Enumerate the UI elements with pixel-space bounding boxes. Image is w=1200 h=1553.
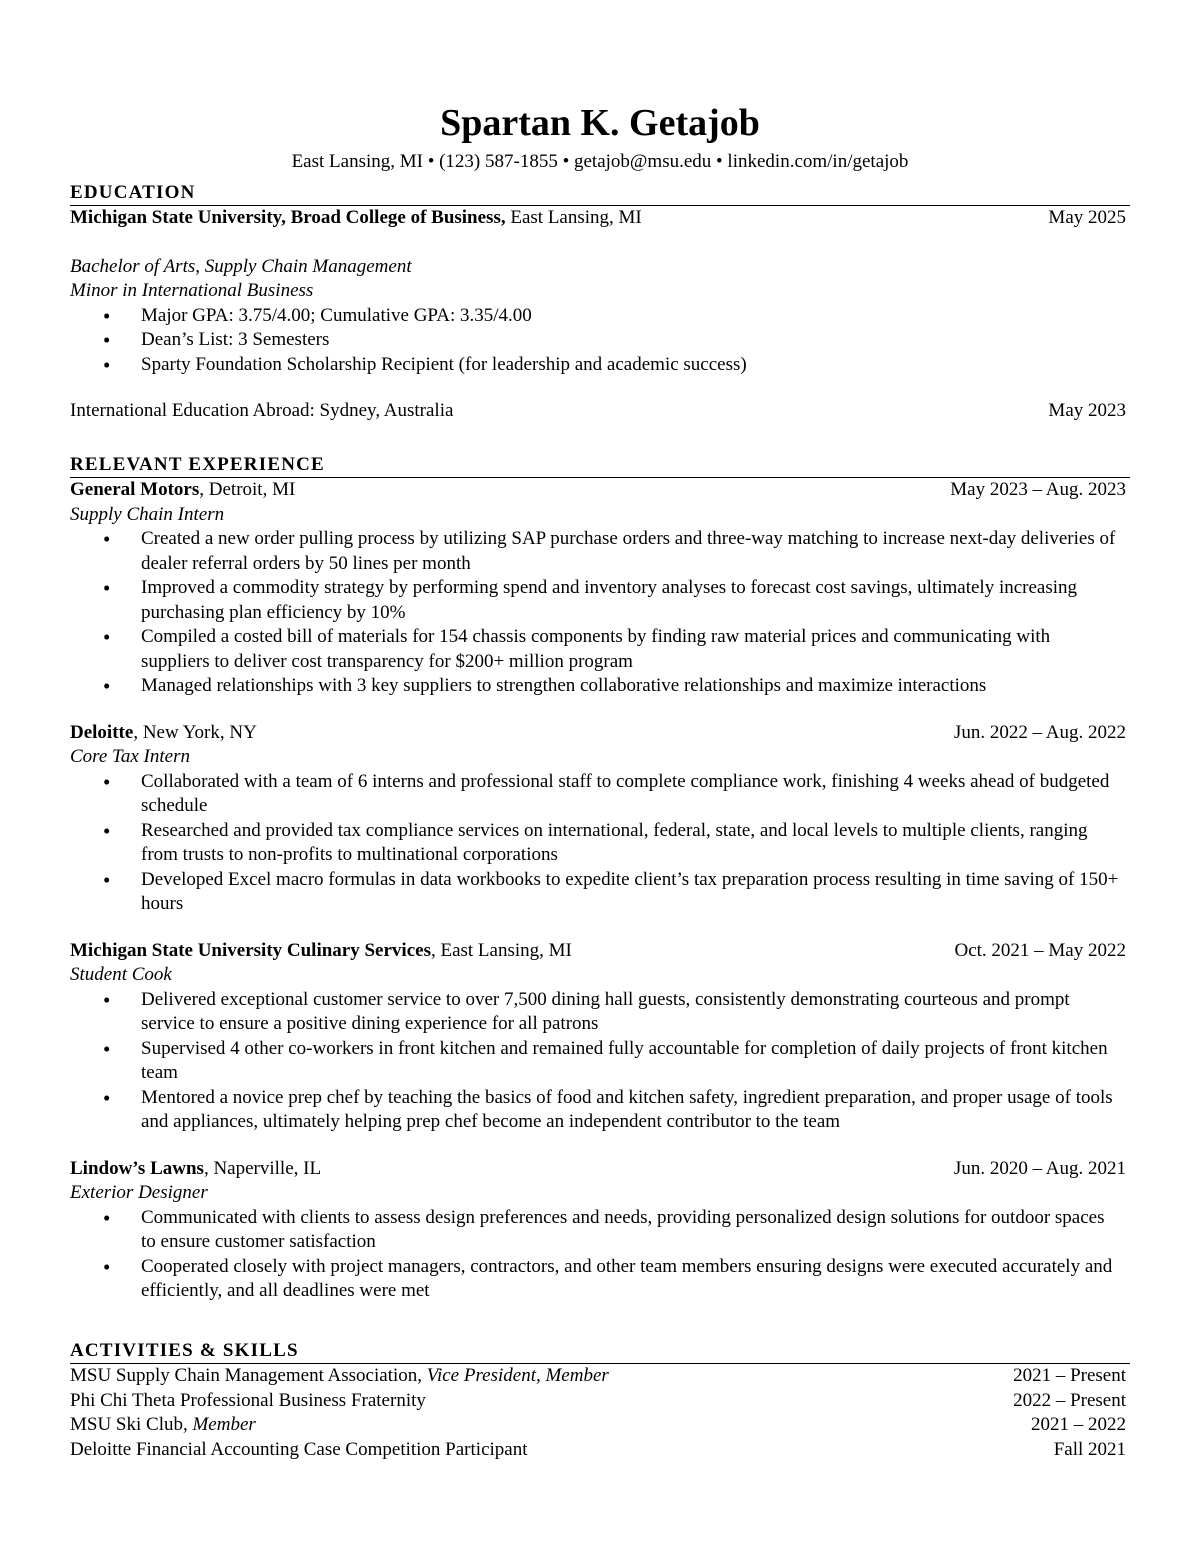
job-date: May 2023 – Aug. 2023: [950, 479, 1126, 500]
job-role: Exterior Designer: [70, 1182, 208, 1203]
spacer: [70, 1135, 1130, 1157]
job-bullets: [70, 1206, 1130, 1304]
activity-name: Phi Chi Theta Professional Business Fraternity: [70, 1389, 426, 1411]
list-item: • Compiled a costed bill of materials for 154 chassis components by finding raw material prices and communicating with suppliers to deliver cost transparency for $200+ million program: [70, 625, 1130, 674]
activity-role: Vice President, Member: [426, 1365, 609, 1386]
activity-row: [70, 1364, 1130, 1389]
section-title-experience: RELEVANT EXPERIENCE: [70, 454, 1130, 478]
education-section: [70, 182, 1130, 424]
list-item: • Communicated with clients to assess design preferences and needs, providing personalized design solutions for outdoor spaces to ensure customer satisfaction: [70, 1206, 1130, 1255]
job-org: Michigan State University Culinary Services: [70, 939, 431, 961]
job-org: General Motors: [70, 479, 200, 500]
activity-row: [70, 1413, 1130, 1438]
list-item: • Researched and provided tax compliance services on international, federal, state, and local levels to multiple clients, ranging from trusts to non-profits to multinational corporations: [70, 819, 1130, 868]
job-location: , Detroit, MI: [199, 479, 296, 500]
activity-name: Deloitte Financial Accounting Case Competition Participant: [70, 1438, 528, 1460]
list-item: • Created a new order pulling process by utilizing SAP purchase orders and three-way matching to increase next-day deliveries of dealer referral orders by 50 lines per month: [70, 527, 1130, 576]
spacer: [70, 377, 1130, 399]
resume-header: [0, 100, 1200, 174]
activity-date: Fall 2021: [1053, 1438, 1126, 1460]
education-school-row: [70, 206, 1130, 231]
job-location: , New York, NY: [133, 721, 257, 743]
minor: Minor in International Business: [70, 280, 314, 301]
contact-line: East Lansing, MI • (123) 587-1855 • getajob@msu.edu • linkedin.com/in/getajob: [291, 151, 909, 172]
abroad-row: [70, 399, 1130, 424]
candidate-name: Spartan K. Getajob: [440, 102, 760, 144]
job-location: , East Lansing, MI: [430, 939, 572, 961]
list-item: • Mentored a novice prep chef by teaching the basics of food and kitchen safety, ingredient preparation, and proper usage of tools and appliances, ultimately helping prep chef become an independent contributor to the team: [70, 1086, 1130, 1135]
job-header: [70, 478, 1130, 503]
activity-row: [70, 1438, 1130, 1463]
job-header: [70, 939, 1130, 964]
job-header: [70, 721, 1130, 746]
spacer: [70, 231, 1130, 255]
spacer: [70, 699, 1130, 721]
list-item: • Delivered exceptional customer service to over 7,500 dining hall guests, consistently demonstrating courteous and prompt service to ensure a positive dining experience for all patrons: [70, 988, 1130, 1037]
activity-name: MSU Supply Chain Management Association,: [70, 1365, 427, 1386]
list-item: • Major GPA: 3.75/4.00; Cumulative GPA: 3.35/4.00: [70, 304, 1130, 329]
list-item: • Developed Excel macro formulas in data workbooks to expedite client’s tax preparation process resulting in time saving of 150+ hours: [70, 868, 1130, 917]
school-location: East Lansing, MI: [505, 207, 642, 228]
list-item: • Improved a commodity strategy by performing spend and inventory analyses to forecast cost savings, ultimately increasing purchasing plan efficiency by 10%: [70, 576, 1130, 625]
activity-name: MSU Ski Club,: [70, 1414, 193, 1435]
list-item: • Supervised 4 other co-workers in front kitchen and remained fully accountable for completion of daily projects of front kitchen team: [70, 1037, 1130, 1086]
school-date: May 2025: [1048, 207, 1126, 228]
list-item: • Managed relationships with 3 key suppliers to strengthen collaborative relationships and maximize interactions: [70, 674, 1130, 699]
activity-row: [70, 1389, 1130, 1414]
job-role: Core Tax Intern: [70, 746, 190, 767]
abroad-date: May 2023: [1048, 400, 1126, 421]
job-date: Jun. 2022 – Aug. 2022: [953, 721, 1126, 743]
school-line: [70, 206, 642, 231]
job-bullets: [70, 770, 1130, 917]
job-org: Deloitte: [70, 721, 134, 743]
job-header: [70, 1157, 1130, 1182]
spacer: [70, 917, 1130, 939]
activity-date: 2021 – Present: [1013, 1365, 1126, 1386]
section-title-education: EDUCATION: [70, 182, 1130, 206]
list-item: • Cooperated closely with project managers, contractors, and other team members ensuring designs were executed accurately and efficiently, and all deadlines were met: [70, 1255, 1130, 1304]
job-deloitte: [70, 721, 1130, 917]
job-location: , Naperville, IL: [203, 1157, 322, 1179]
job-bullets: [70, 527, 1130, 699]
job-lindows-lawns: [70, 1157, 1130, 1304]
activity-role: Member: [192, 1414, 256, 1435]
job-date: Oct. 2021 – May 2022: [954, 939, 1126, 961]
job-org: Lindow’s Lawns: [70, 1157, 204, 1179]
list-item: • Sparty Foundation Scholarship Recipient (for leadership and academic success): [70, 353, 1130, 378]
job-date: Jun. 2020 – Aug. 2021: [953, 1157, 1126, 1179]
education-bullets: [70, 304, 1130, 378]
job-bullets: [70, 988, 1130, 1135]
job-role: Supply Chain Intern: [70, 503, 225, 525]
experience-section: [70, 454, 1130, 1304]
abroad-text: International Education Abroad: Sydney, Australia: [70, 400, 454, 421]
degree: Bachelor of Arts, Supply Chain Management: [70, 255, 412, 277]
section-title-activities: ACTIVITIES & SKILLS: [70, 1340, 1130, 1364]
activity-date: 2021 – 2022: [1031, 1414, 1126, 1435]
activities-section: [70, 1340, 1130, 1462]
job-role: Student Cook: [70, 964, 172, 985]
list-item: • Collaborated with a team of 6 interns and professional staff to complete compliance work, finishing 4 weeks ahead of budgeted schedule: [70, 770, 1130, 819]
job-msu-culinary: [70, 939, 1130, 1135]
list-item: • Dean’s List: 3 Semesters: [70, 328, 1130, 353]
job-general-motors: [70, 478, 1130, 699]
school-name: Michigan State University, Broad College of Business,: [70, 207, 506, 228]
activity-date: 2022 – Present: [1013, 1389, 1126, 1411]
